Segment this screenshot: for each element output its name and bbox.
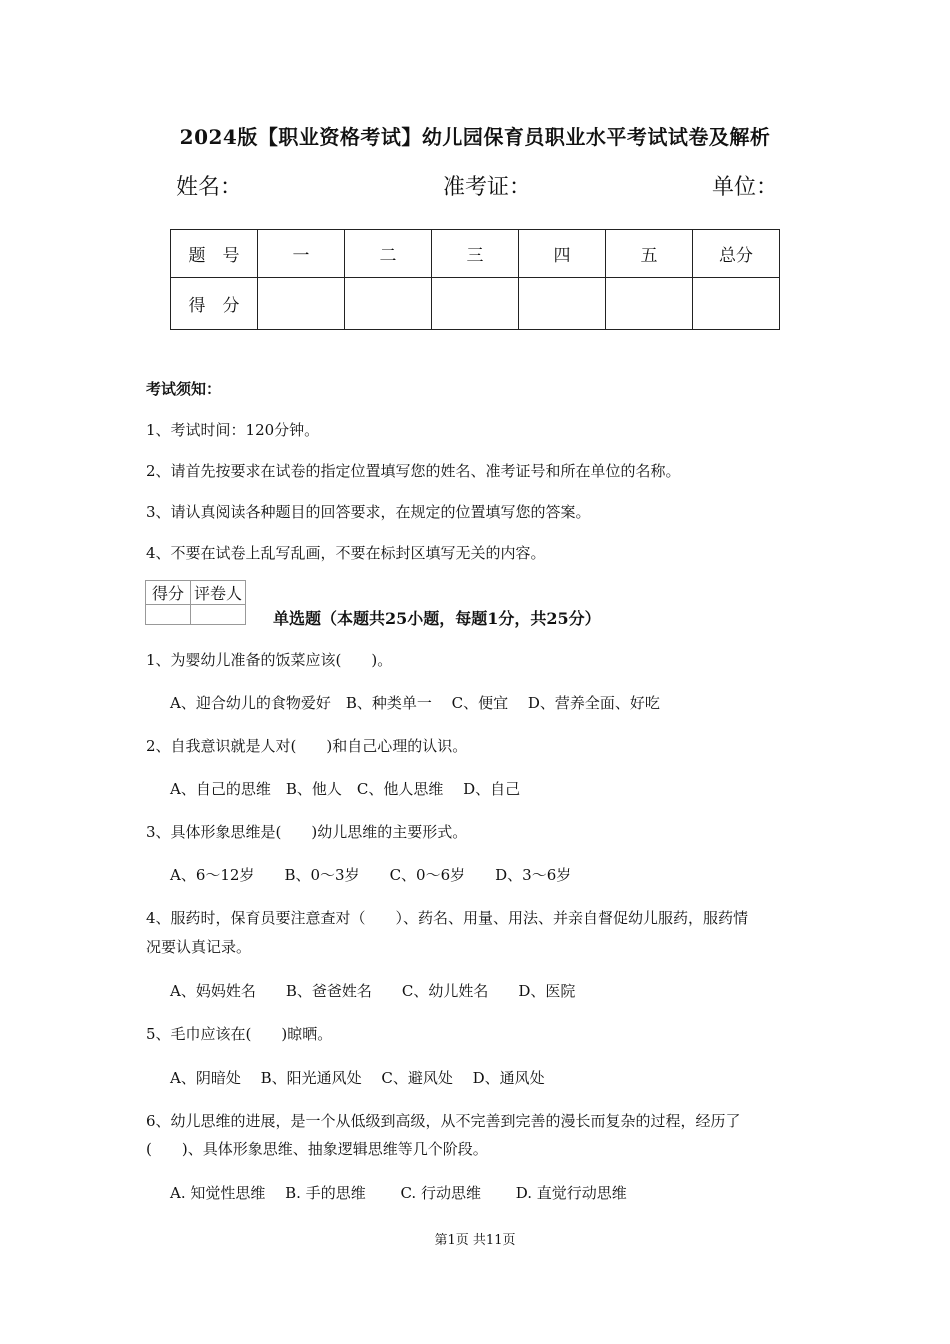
page-footer: 第1页 共11页 <box>434 1233 516 1248</box>
document-title: 2024版【职业资格考试】幼儿园保育员职业水平考试试卷及解析 <box>179 125 771 149</box>
score-table-score-label: 得 分 <box>171 278 258 330</box>
question-stem-continuation: ( )、具体形象思维、抽象逻辑思维等几个阶段。 <box>146 1140 488 1158</box>
question-stem-continuation: 况要认真记录。 <box>146 938 252 956</box>
grader-score-label: 得分 <box>146 581 191 605</box>
notice-heading: 考试须知： <box>146 380 222 398</box>
score-cell[interactable] <box>606 278 693 330</box>
question-options: A、6～12岁 B、0～3岁 C、0～6岁 D、3～6岁 <box>170 866 572 884</box>
score-cell[interactable] <box>345 278 432 330</box>
question-stem: 6、幼儿思维的进展，是一个从低级到高级，从不完善到完善的漫长而复杂的过程，经历了 <box>146 1112 741 1130</box>
score-table-column: 二 <box>345 230 432 278</box>
notice-item: 4、不要在试卷上乱写乱画，不要在标封区填写无关的内容。 <box>146 544 546 562</box>
grader-score-cell[interactable] <box>146 605 191 625</box>
score-cell[interactable] <box>258 278 345 330</box>
name-field-label: 姓名： <box>176 175 243 200</box>
question-stem: 1、为婴幼儿准备的饭菜应该( )。 <box>146 651 393 669</box>
question-stem: 5、毛巾应该在( )晾晒。 <box>146 1025 333 1043</box>
notice-item: 2、请首先按要求在试卷的指定位置填写您的姓名、准考证号和所在单位的名称。 <box>146 462 681 480</box>
grader-name-label: 评卷人 <box>191 581 246 605</box>
unit-field-label: 单位： <box>712 175 779 200</box>
question-options: A. 知觉性思维 B. 手的思维 C. 行动思维 D. 直觉行动思维 <box>170 1184 627 1202</box>
score-cell[interactable] <box>519 278 606 330</box>
question-stem: 4、服药时，保育员要注意查对（ ）、药名、用量、用法、并亲自督促幼儿服药，服药情 <box>146 909 749 927</box>
question-options: A、阴暗处 B、阳光通风处 C、避风处 D、通风处 <box>170 1069 545 1087</box>
ticket-field-label: 准考证： <box>443 175 532 200</box>
score-table-column: 三 <box>432 230 519 278</box>
score-table-column: 五 <box>606 230 693 278</box>
question-options: A、自己的思维 B、他人 C、他人思维 D、自己 <box>170 780 521 798</box>
score-cell[interactable] <box>693 278 780 330</box>
score-table <box>170 229 780 330</box>
score-table-header-label: 题 号 <box>171 230 258 278</box>
question-stem: 2、自我意识就是人对( )和自己心理的认识。 <box>146 737 468 755</box>
notice-item: 3、请认真阅读各种题目的回答要求，在规定的位置填写您的答案。 <box>146 503 591 521</box>
score-cell[interactable] <box>432 278 519 330</box>
grader-name-cell[interactable] <box>191 605 246 625</box>
grader-box <box>145 580 246 625</box>
question-options: A、迎合幼儿的食物爱好 B、种类单一 C、便宜 D、营养全面、好吃 <box>170 694 660 712</box>
score-table-column: 四 <box>519 230 606 278</box>
question-options: A、妈妈姓名 B、爸爸姓名 C、幼儿姓名 D、医院 <box>170 982 576 1000</box>
score-table-column: 一 <box>258 230 345 278</box>
section-heading: 单选题（本题共25小题，每题1分，共25分） <box>273 609 601 628</box>
score-table-score-row <box>171 278 780 330</box>
notice-item: 1、考试时间：120分钟。 <box>146 421 320 439</box>
score-table-header-row <box>171 230 780 278</box>
score-table-column: 总分 <box>693 230 780 278</box>
question-stem: 3、具体形象思维是( )幼儿思维的主要形式。 <box>146 823 468 841</box>
